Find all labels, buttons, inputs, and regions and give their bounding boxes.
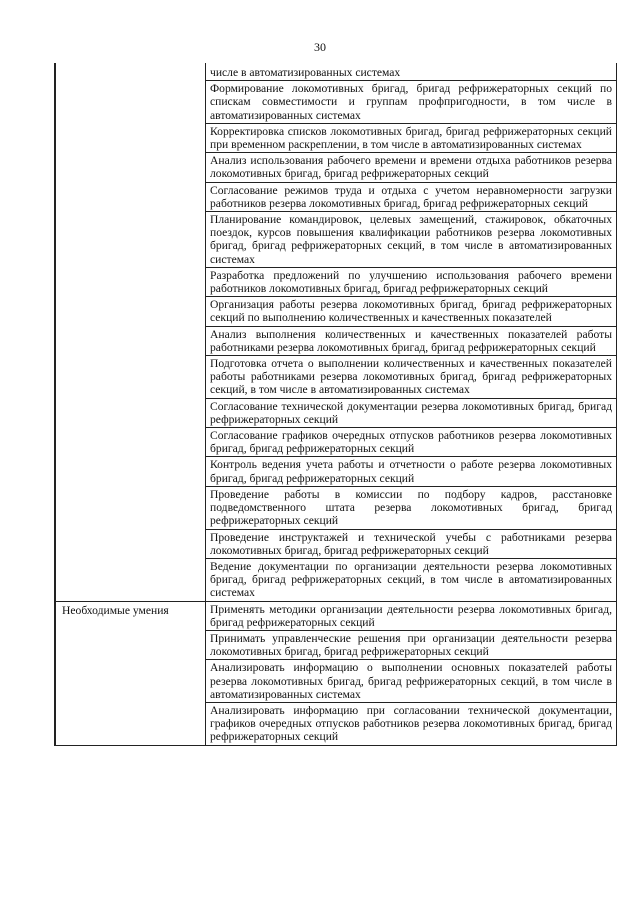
- table-cell-item: Анализировать информацию о выполнении основных показателей работы резерва локомотивных бригад, бригад рефрижераторных секций, в том числе в автоматизированных системах: [206, 660, 617, 703]
- section-label: [56, 63, 206, 601]
- table-cell-item: Согласование технической документации резерва локомотивных бригад, бригад рефрижераторных секций: [206, 398, 617, 427]
- table-cell-item: Анализ использования рабочего времени и времени отдыха работников резерва локомотивных бригад, бригад рефрижераторных секций: [206, 153, 617, 182]
- table-cell-item: Контроль ведения учета работы и отчетности о работе резерва локомотивных бригад, бригад рефрижераторных секций: [206, 457, 617, 486]
- table-cell-item: Анализировать информацию при согласовании технической документации, графиков очередных отпусков работников резерва локомотивных бригад, бригад рефрижераторных секций: [206, 702, 617, 745]
- competency-table-container: [54, 63, 617, 746]
- table-cell-item: Согласование режимов труда и отдыха с учетом неравномерности загрузки работников резерва локомотивных бригад, бригад рефрижераторных секций: [206, 182, 617, 211]
- table-cell-item: Проведение работы в комиссии по подбору кадров, расстановке подведомственного штата резерва локомотивных бригад, бригад рефрижераторных секций: [206, 486, 617, 529]
- table-cell-item: числе в автоматизированных системах: [206, 63, 617, 81]
- table-cell-item: Планирование командировок, целевых замещений, стажировок, обкаточных поездок, курсов повышения квалификации работников резерва локомотивных бригад, бригад рефрижераторных секций, в том числе в автоматизированных системах: [206, 212, 617, 268]
- page-number: 30: [314, 40, 326, 54]
- table-cell-item: Разработка предложений по улучшению использования рабочего времени работников локомотивных бригад, бригад рефрижераторных секций: [206, 267, 617, 296]
- table-cell-item: Согласование графиков очередных отпусков работников резерва локомотивных бригад, бригад рефрижераторных секций: [206, 428, 617, 457]
- table-cell-item: Применять методики организации деятельности резерва локомотивных бригад, бригад рефрижераторных секций: [206, 601, 617, 630]
- table-cell-item: Формирование локомотивных бригад, бригад рефрижераторных секций по спискам совместимости и группам профпригодности, в том числе в автоматизированных системах: [206, 81, 617, 124]
- table-cell-item: Принимать управленческие решения при организации деятельности резерва локомотивных бригад, бригад рефрижераторных секций: [206, 630, 617, 659]
- table-row: [56, 601, 617, 630]
- table-cell-item: Проведение инструктажей и технической учебы с работниками резерва локомотивных бригад, бригад рефрижераторных секций: [206, 529, 617, 558]
- section-label: Необходимые умения: [56, 601, 206, 745]
- table-cell-item: Ведение документации по организации деятельности резерва локомотивных бригад, бригад рефрижераторных секций, в том числе в автоматизированных системах: [206, 558, 617, 601]
- table-cell-item: Корректировка списков локомотивных бригад, бригад рефрижераторных секций при временном раскреплении, в том числе в автоматизированных системах: [206, 123, 617, 152]
- competency-table: [55, 63, 617, 746]
- table-cell-item: Подготовка отчета о выполнении количественных и качественных показателей работы работниками резерва локомотивных бригад, бригад рефрижераторных секций, в том числе в автоматизированных системах: [206, 356, 617, 399]
- table-row: [56, 63, 617, 81]
- table-cell-item: Организация работы резерва локомотивных бригад, бригад рефрижераторных секций по выполнению количественных и качественных показателей: [206, 297, 617, 326]
- table-cell-item: Анализ выполнения количественных и качественных показателей работы работниками резерва локомотивных бригад, бригад рефрижераторных секций: [206, 326, 617, 355]
